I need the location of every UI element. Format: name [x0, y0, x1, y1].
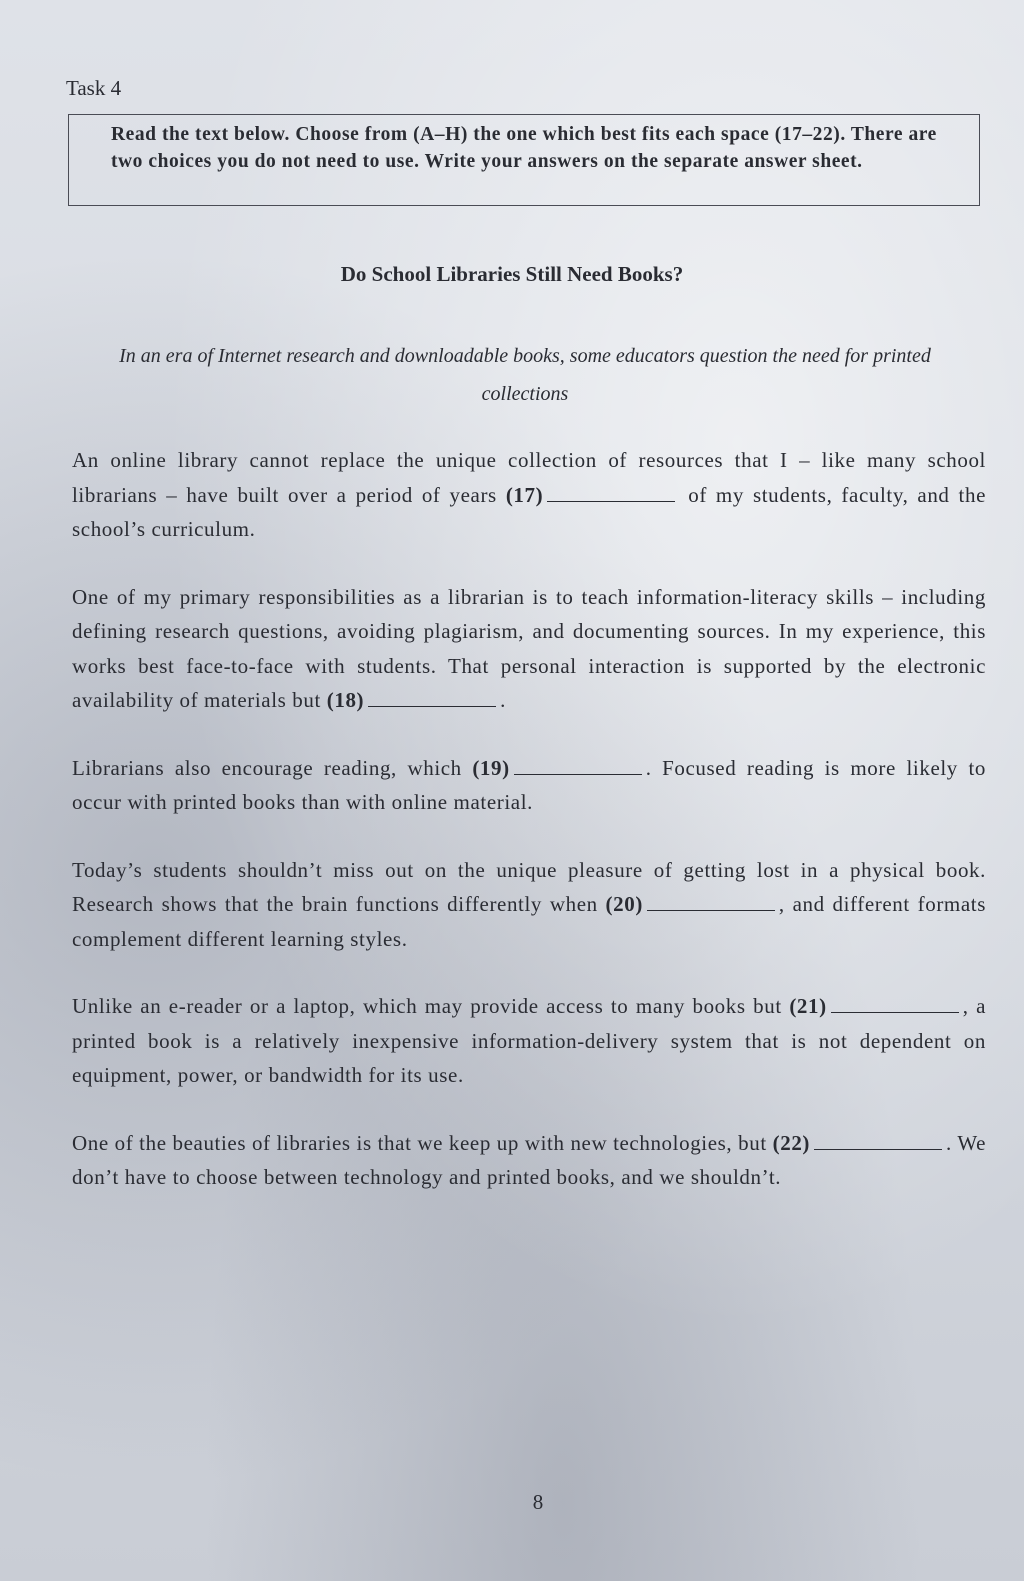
paragraph-text-before: One of the beauties of libraries is that we keep up with new technologies, but — [72, 1130, 773, 1155]
paragraph-21 — [72, 989, 986, 1093]
paragraph-17 — [72, 443, 986, 547]
paragraph-text-after: . We don’t have to choose between technology and printed books, and we shouldn’t. — [72, 1130, 987, 1189]
answer-blank — [814, 1131, 942, 1150]
article-body — [72, 443, 986, 1228]
task-label: Task 4 — [66, 76, 122, 100]
gap-number: (21) — [789, 994, 827, 1018]
answer-blank — [647, 892, 775, 911]
instruction-box — [68, 114, 980, 206]
paragraph-text-after: . Focused reading is more likely to occur with printed books than with online material. — [72, 755, 986, 814]
paragraph-text-before: An online library cannot replace the unique collection of resources that I – like many school librarians – have built over a period of years — [72, 448, 986, 507]
paragraph-20 — [72, 853, 986, 957]
paragraph-text-after: , and different formats complement different learning styles. — [72, 892, 986, 951]
gap-number: (18) — [326, 688, 365, 712]
paragraph-text-before: Librarians also encourage reading, which — [72, 755, 473, 780]
paragraph-text-before: Unlike an e-reader or a laptop, which may provide access to many books but — [72, 994, 790, 1018]
instruction-text: Read the text below. Choose from (A–H) the one which best fits each space (17–22). There are two choices you do not need to use. Write your answers on the separate answer sheet. — [111, 124, 937, 172]
paragraph-22 — [72, 1126, 986, 1195]
paragraph-text-after: of my students, faculty, and the school’s curriculum. — [72, 482, 986, 541]
paragraph-text-before: Today’s students shouldn’t miss out on the unique pleasure of getting lost in a physical book. Research shows that the brain functions differently when — [72, 857, 986, 916]
page-number: 8 — [532, 1490, 544, 1514]
gap-number: (19) — [472, 755, 510, 780]
article-subtitle: In an era of Internet research and downloadable books, some educators question the need for printed collections — [119, 345, 931, 405]
paragraph-text-after: , a printed book is a relatively inexpensive information-delivery system that is not dependent on equipment, power, or bandwidth for its use. — [72, 994, 987, 1087]
answer-blank — [547, 483, 675, 502]
gap-number: (22) — [772, 1130, 811, 1155]
answer-blank — [831, 994, 959, 1013]
gap-number: (20) — [605, 892, 643, 916]
paragraph-text-before: One of my primary responsibilities as a librarian is to teach information-literacy skills – including defining research questions, avoiding plagiarism, and documenting sources. In my experience, this works best face-to-face with students. That personal interaction is supported by the electronic availability of materials but — [72, 584, 986, 712]
answer-blank — [368, 688, 496, 707]
paragraph-18 — [72, 580, 986, 718]
gap-number: (17) — [505, 482, 544, 507]
paragraph-19 — [72, 751, 986, 820]
article-title: Do School Libraries Still Need Books? — [340, 262, 684, 286]
answer-blank — [514, 756, 642, 775]
paragraph-text-after: . — [500, 688, 507, 712]
